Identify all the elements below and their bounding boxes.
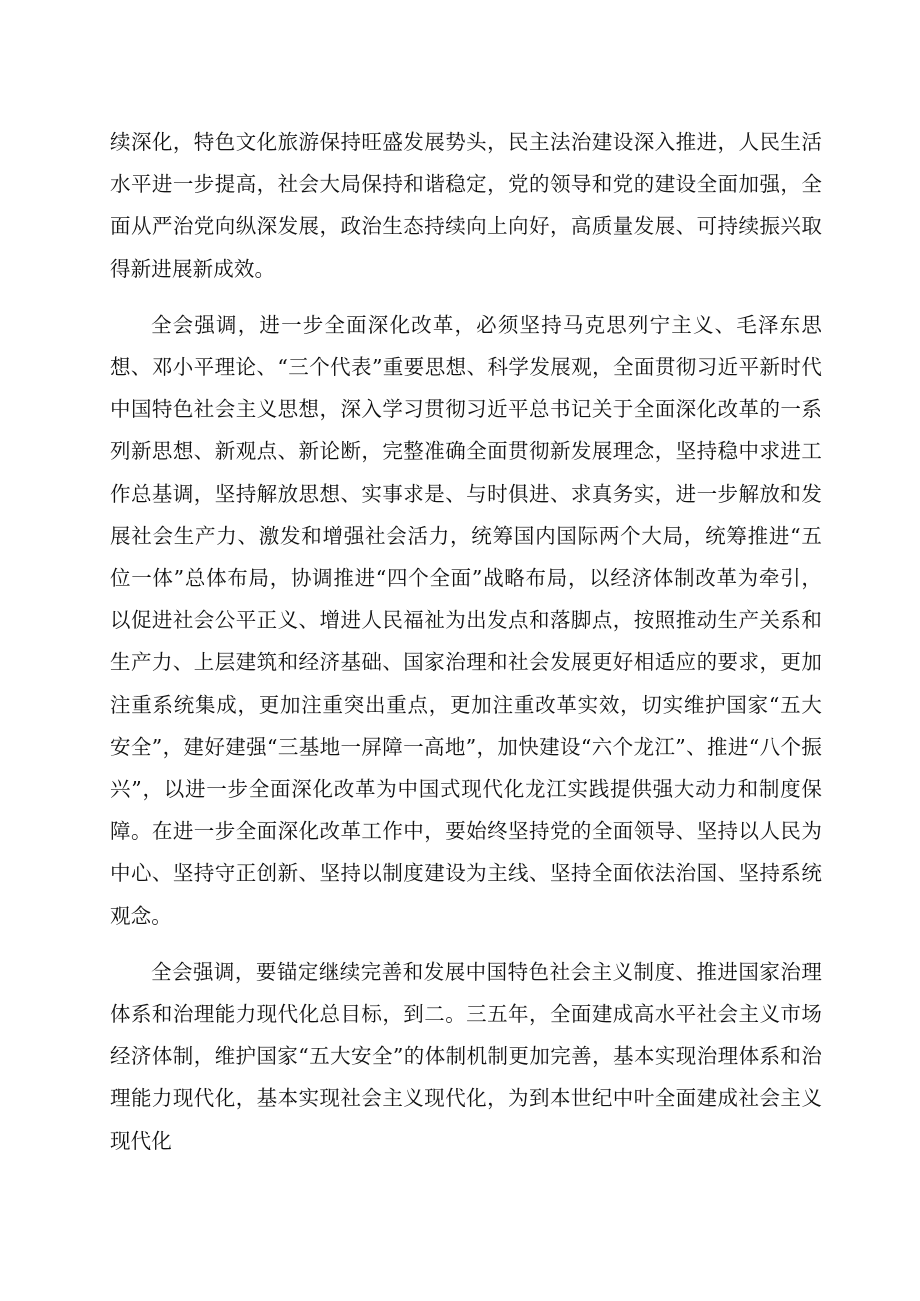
paragraph-1: 续深化，特色文化旅游保持旺盛发展势头，民主法治建设深入推进，人民生活水平进一步提高，社会大局保持和谐稳定，党的领导和党的建设全面加强，全面从严治党向纵深发展，政治生态持续向上向好，高质量发展、可持续振兴取得新进展新成效。 — [110, 130, 822, 281]
paragraph-3: 全会强调，要锚定继续完善和发展中国特色社会主义制度、推进国家治理体系和治理能力现代化总目标，到二。三五年，全面建成高水平社会主义市场经济体制，维护国家“五大安全”的体制机制更加完善，基本实现治理体系和治理能力现代化，基本实现社会主义现代化，为到本世纪中叶全面建成社会主义现代化 — [110, 959, 822, 1153]
paragraph-2: 全会强调，进一步全面深化改革，必须坚持马克思列宁主义、毛泽东思想、邓小平理论、“三个代表”重要思想、科学发展观，全面贯彻习近平新时代中国特色社会主义思想，深入学习贯彻习近平总书记关于全面深化改革的一系列新思想、新观点、新论断，完整准确全面贯彻新发展理念，坚持稳中求进工作总基调，坚持解放思想、实事求是、与时俱进、求真务实，进一步解放和发展社会生产力、激发和增强社会活力，统筹国内国际两个大局，统筹推进“五位一体”总体布局，协调推进“四个全面”战略布局，以经济体制改革为牵引，以促进社会公平正义、增进人民福祉为出发点和落脚点，按照推动生产关系和生产力、上层建筑和经济基础、国家治理和社会发展更好相适应的要求，更加注重系统集成，更加注重突出重点，更加注重改革实效，切实维护国家“五大安全”，建好建强“三基地一屏障一高地”，加快建设“六个龙江”、推进“八个振兴”，以进一步全面深化改革为中国式现代化龙江实践提供强大动力和制度保障。在进一步全面深化改革工作中，要始终坚持党的全面领导、坚持以人民为中心、坚持守正创新、坚持以制度建设为主线、坚持全面依法治国、坚持系统观念。 — [110, 312, 822, 928]
document-body — [110, 121, 822, 1176]
